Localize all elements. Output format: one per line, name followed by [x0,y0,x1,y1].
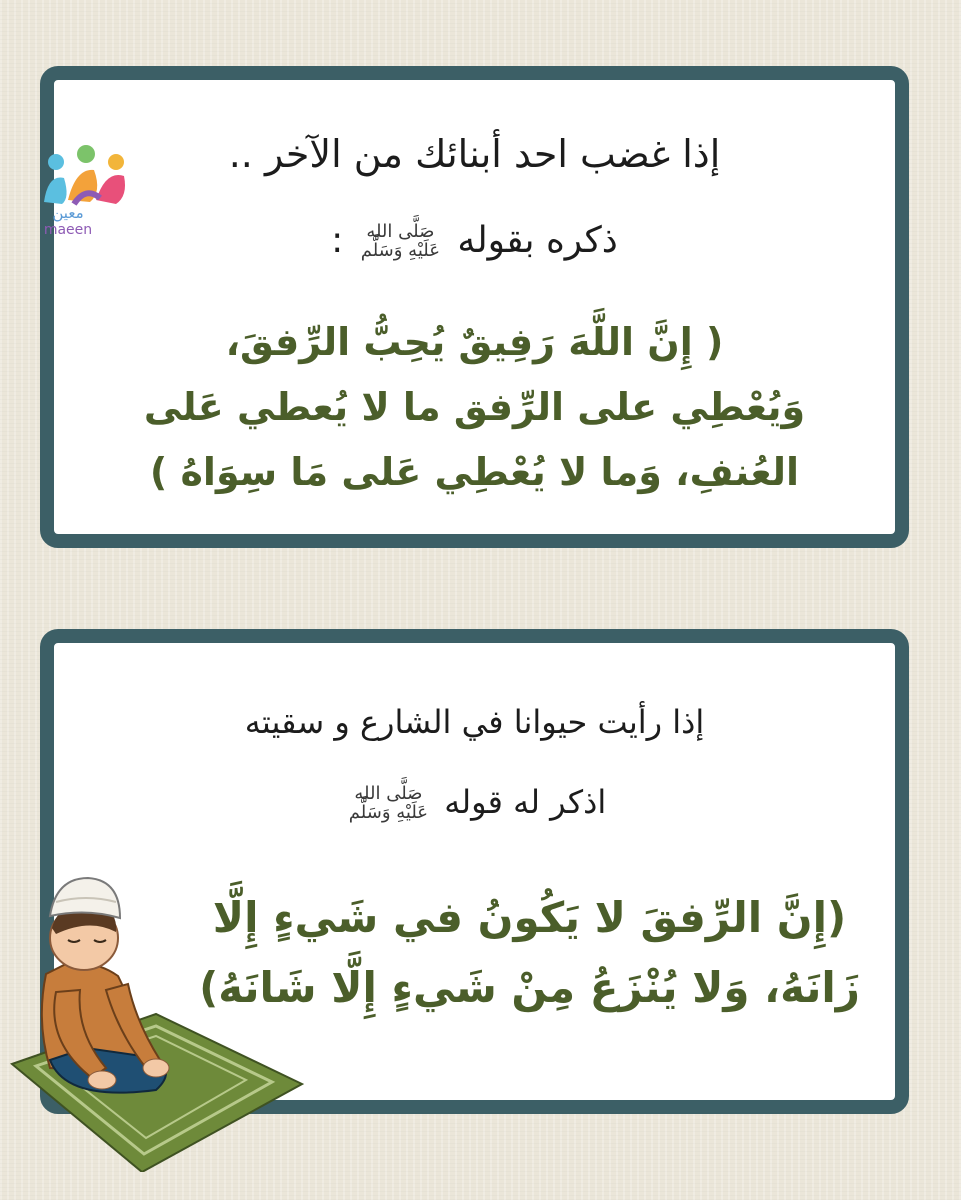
card2-hadith-line-2: زَانَهُ، وَلا يُنْزَعُ مِنْ شَيءٍ إِلَّا شَانَهُ) [199,963,860,1012]
card2-subheading-text: اذكر له قوله [444,783,607,821]
card1-hadith-line-3: العُنفِ، وَما لا يُعْطِي عَلى مَا سِوَاهُ ) [149,450,800,494]
maeen-logo [36,140,136,240]
honorific-icon [349,785,428,823]
logo-arabic: معين [52,204,84,222]
praying-boy-icon [6,872,306,1172]
card2-subheading [54,783,895,823]
honorific-line-2: عَلَيْهِ وَسَلَّم [348,802,429,823]
honorific-line-2: عَلَيْهِ وَسَلَّم [360,240,440,261]
card1-subheading [54,220,895,261]
logo-latin: maeen [43,222,93,238]
card1-hadith-line-2: وَيُعْطِي على الرِّفق ما لا يُعطي عَلى [143,385,806,429]
praying-boy-illustration [6,872,306,1172]
card2-hadith-line-1: (إِنَّ الرِّفقَ لا يَكُونُ في شَيءٍ إِلَّا [212,893,847,942]
card1-colon: : [331,220,344,261]
honorific-line-1: صَلَّى الله [354,783,423,805]
card1-subheading-text: ذكره بقوله [457,220,618,261]
honorific-icon [361,223,440,261]
card2-heading: إذا رأيت حيوانا في الشارع و سقيته [244,703,705,741]
honorific-line-1: صَلَّى الله [366,221,435,243]
card1-hadith-line-1: ( إِنَّ اللَّهَ رَفِيقٌ يُحِبُّ الرِّفقَ، [225,320,724,364]
hadith-card-anger [40,66,909,548]
card1-heading: إذا غضب احد أبنائك من الآخر .. [228,132,721,176]
